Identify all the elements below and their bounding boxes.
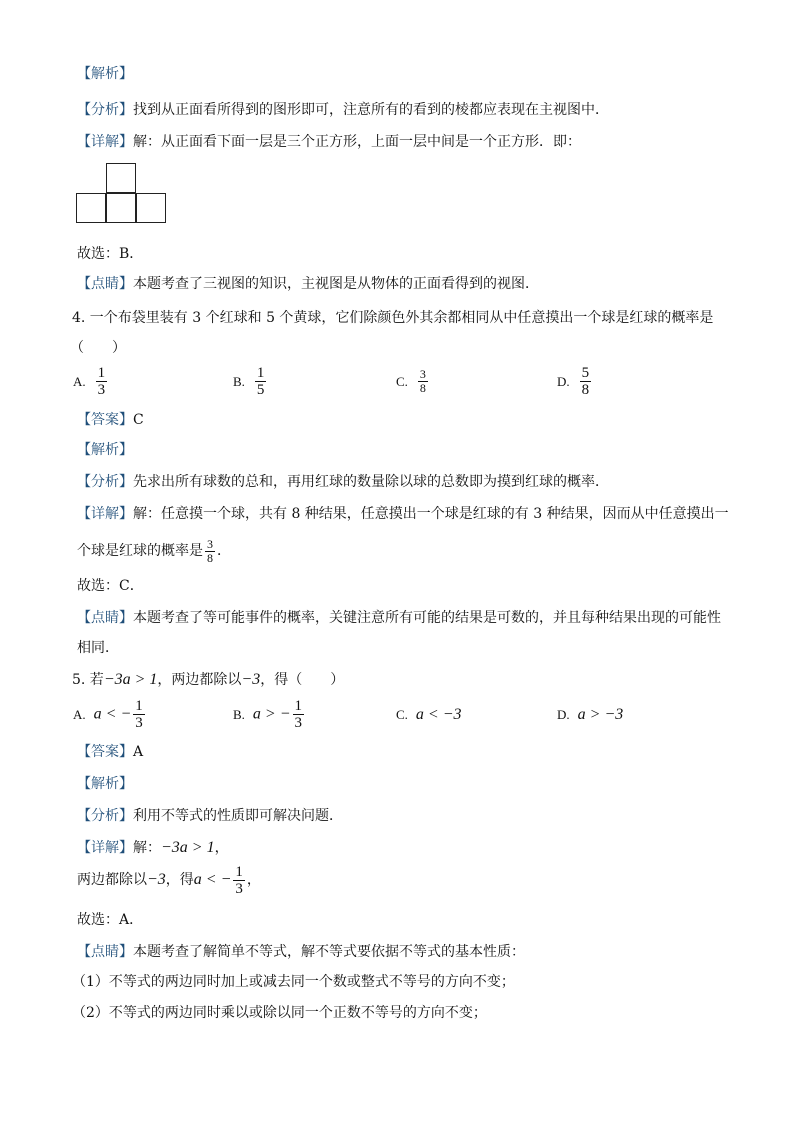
comment-label: 【点睛】 <box>77 610 133 626</box>
probability-fraction: $\frac{3}{8}$ <box>207 536 213 565</box>
answer-label: 【答案】 <box>77 744 133 760</box>
q5-option-a <box>73 698 147 731</box>
detail-4-line1 <box>77 504 729 524</box>
comment-text: 本题考查了等可能事件的概率，关键注意所有可能的结果是可数的，并且每种结果出现的可能性 <box>133 610 721 626</box>
stem-math-2: −3 <box>241 671 261 688</box>
analysis-text: 利用不等式的性质即可解决问题． <box>133 808 343 824</box>
q4-paren: （ ） <box>70 340 126 356</box>
rule-2: （2）不等式的两边同时乘以或除以同一个正数不等号的方向不变； <box>72 1005 487 1021</box>
analysis-label: 【分析】 <box>77 474 133 490</box>
jiexi-heading-3: 【解析】 <box>77 66 133 82</box>
detail-text: 解：任意摸一个球，共有 8 种结果，任意摸出一个球是红球的有 3 种结果，因而从中任意摸出一 <box>133 506 729 522</box>
step-math: −3 <box>147 871 166 888</box>
option-expr: a > − <box>252 705 291 723</box>
comment-3 <box>77 274 539 294</box>
option-expr: a < −3 <box>415 706 462 723</box>
step-expr: a < − <box>193 871 232 888</box>
q5-stem: 5. 若−3a > 1，两边都除以−3，得（ ） <box>72 671 345 688</box>
option-expr: a > −3 <box>577 706 624 723</box>
analysis-text: 先求出所有球数的总和，再用红球的数量除以球的总数即为摸到红球的概率． <box>133 474 609 490</box>
q4-stem: 4. 一个布袋里装有 3 个红球和 5 个黄球，它们除颜色外其余都相同从中任意摸出一个球是红球的概率是 <box>72 310 714 326</box>
answer-value: C <box>133 412 144 428</box>
comment-4-line1 <box>77 608 721 628</box>
analysis-4 <box>77 472 609 492</box>
q4-option-c <box>396 368 430 395</box>
choice-5: 故选：A． <box>77 912 144 928</box>
q5-option-d <box>557 706 623 724</box>
detail-text: 个球是红球的概率是 <box>77 543 203 559</box>
q4-option-a <box>73 365 109 398</box>
comment-label: 【点睛】 <box>77 276 133 292</box>
option-label: A. <box>73 373 86 389</box>
q5-option-b <box>233 698 306 731</box>
option-fraction: $\frac{1}{5}$ <box>256 365 265 398</box>
detail-math: −3a > 1 <box>161 839 215 856</box>
option-label: B. <box>233 373 245 389</box>
detail-label: 【详解】 <box>77 134 133 150</box>
option-label: C. <box>396 373 408 389</box>
choice-3: 故选：B． <box>77 246 144 262</box>
detail-5-step2: 两边都除以−3，得a < − $\frac{1}{3}$ ， <box>77 863 261 897</box>
option-label: A. <box>73 706 86 722</box>
comment-text: 本题考查了解简单不等式，解不等式要依据不等式的基本性质： <box>133 944 525 960</box>
comment-label: 【点睛】 <box>77 944 133 960</box>
detail-text: 解： <box>133 840 161 856</box>
detail-5: 【详解】解：−3a > 1， <box>77 839 229 856</box>
jiexi-heading-4: 【解析】 <box>77 442 133 458</box>
q5-answer <box>77 742 143 762</box>
q4-option-b <box>233 365 268 398</box>
analysis-5 <box>77 806 343 826</box>
option-fraction: $\frac{1}{3}$ <box>294 698 303 731</box>
detail-label: 【详解】 <box>77 840 133 856</box>
detail-4-line2: 个球是红球的概率是 $\frac{3}{8}$ ． <box>77 536 231 565</box>
rule-1: （1）不等式的两边同时加上或减去同一个数或整式不等号的方向不变； <box>72 974 515 990</box>
analysis-text: 找到从正面看所得到的图形即可，注意所有的看到的棱都应表现在主视图中． <box>133 102 609 118</box>
analysis-label: 【分析】 <box>77 808 133 824</box>
answer-value: A <box>133 744 144 760</box>
analysis-3 <box>77 100 609 120</box>
detail-3 <box>77 132 581 152</box>
detail-label: 【详解】 <box>77 506 133 522</box>
choice-4: 故选：C． <box>77 578 144 594</box>
analysis-label: 【分析】 <box>77 102 133 118</box>
step-fraction: $\frac{1}{3}$ <box>235 863 243 897</box>
figure-square-bottom-middle <box>106 193 136 223</box>
option-label: D. <box>557 707 570 722</box>
option-fraction: $\frac{5}{8}$ <box>581 365 590 398</box>
q4-answer <box>77 410 144 430</box>
option-fraction: $\frac{1}{3}$ <box>135 698 143 731</box>
comment-4-line2: 相同． <box>77 640 119 656</box>
option-label: C. <box>396 707 408 722</box>
option-label: B. <box>233 706 245 722</box>
q4-option-d <box>557 365 593 398</box>
comment-5 <box>77 942 525 962</box>
answer-label: 【答案】 <box>77 412 133 428</box>
figure-square-bottom-left <box>76 193 106 223</box>
stem-math: −3a > 1 <box>103 671 158 688</box>
figure-square-top <box>106 163 136 193</box>
q5-option-c <box>396 706 462 724</box>
detail-text: 解：从正面看下面一层是三个正方形，上面一层中间是一个正方形．即： <box>133 134 581 150</box>
figure-square-bottom-right <box>136 193 166 223</box>
option-fraction: $\frac{3}{8}$ <box>419 367 426 395</box>
option-label: D. <box>557 373 570 389</box>
option-fraction: $\frac{1}{3}$ <box>97 365 106 398</box>
option-expr: a < − <box>93 705 132 723</box>
comment-text: 本题考查了三视图的知识，主视图是从物体的正面看得到的视图． <box>133 276 539 292</box>
jiexi-heading-5: 【解析】 <box>77 776 133 792</box>
